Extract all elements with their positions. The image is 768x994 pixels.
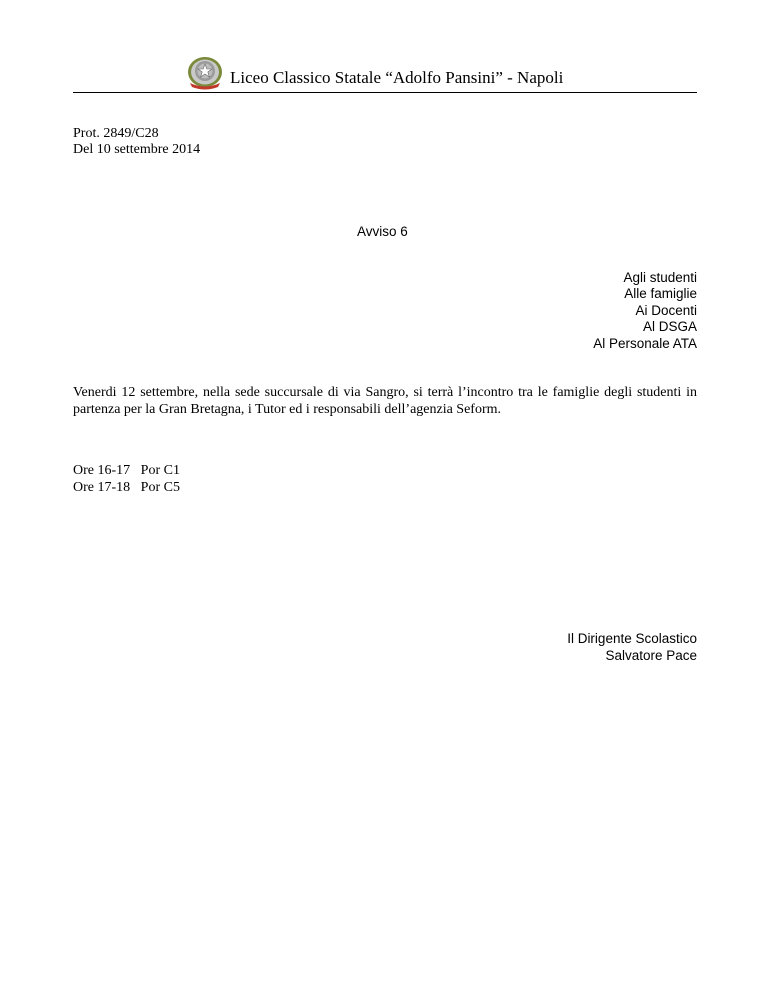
- schedule-list: [73, 463, 180, 496]
- signature-role: Il Dirigente Scolastico: [567, 631, 697, 646]
- recipient-item: Al Personale ATA: [593, 335, 697, 351]
- recipient-item: Agli studenti: [623, 270, 697, 285]
- schedule-class: Por C1: [140, 463, 180, 478]
- school-name: Liceo Classico Statale “Adolfo Pansini” - Napoli: [230, 68, 564, 87]
- schedule-row: [73, 480, 180, 497]
- protocol-number: Prot. 2849/C28: [73, 126, 159, 141]
- schedule-time: Ore 16-17: [73, 463, 131, 478]
- italian-republic-emblem-icon: [185, 54, 225, 90]
- schedule-time: Ore 17-18: [73, 479, 131, 495]
- schedule-row: [73, 463, 180, 480]
- body-paragraph: Venerdi 12 settembre, nella sede succursale di via Sangro, si terrà l’incontro tra le famiglie degli studenti in partenza per la Gran Bretagna, i Tutor ed i responsabili dell’agenzia Seform.: [73, 385, 697, 417]
- recipients-list: [593, 270, 697, 352]
- notice-title: Avviso 6: [357, 224, 408, 239]
- signature-block: [567, 631, 697, 664]
- recipient-item: Al DSGA: [642, 319, 697, 335]
- protocol-block: [73, 126, 200, 158]
- letterhead: [73, 54, 697, 93]
- schedule-class: Por C5: [140, 479, 180, 495]
- protocol-date: Del 10 settembre 2014: [73, 142, 201, 157]
- recipient-item: Ai Docenti: [635, 302, 697, 318]
- recipient-item: Alle famiglie: [624, 286, 697, 302]
- signature-name: Salvatore Pace: [605, 647, 697, 663]
